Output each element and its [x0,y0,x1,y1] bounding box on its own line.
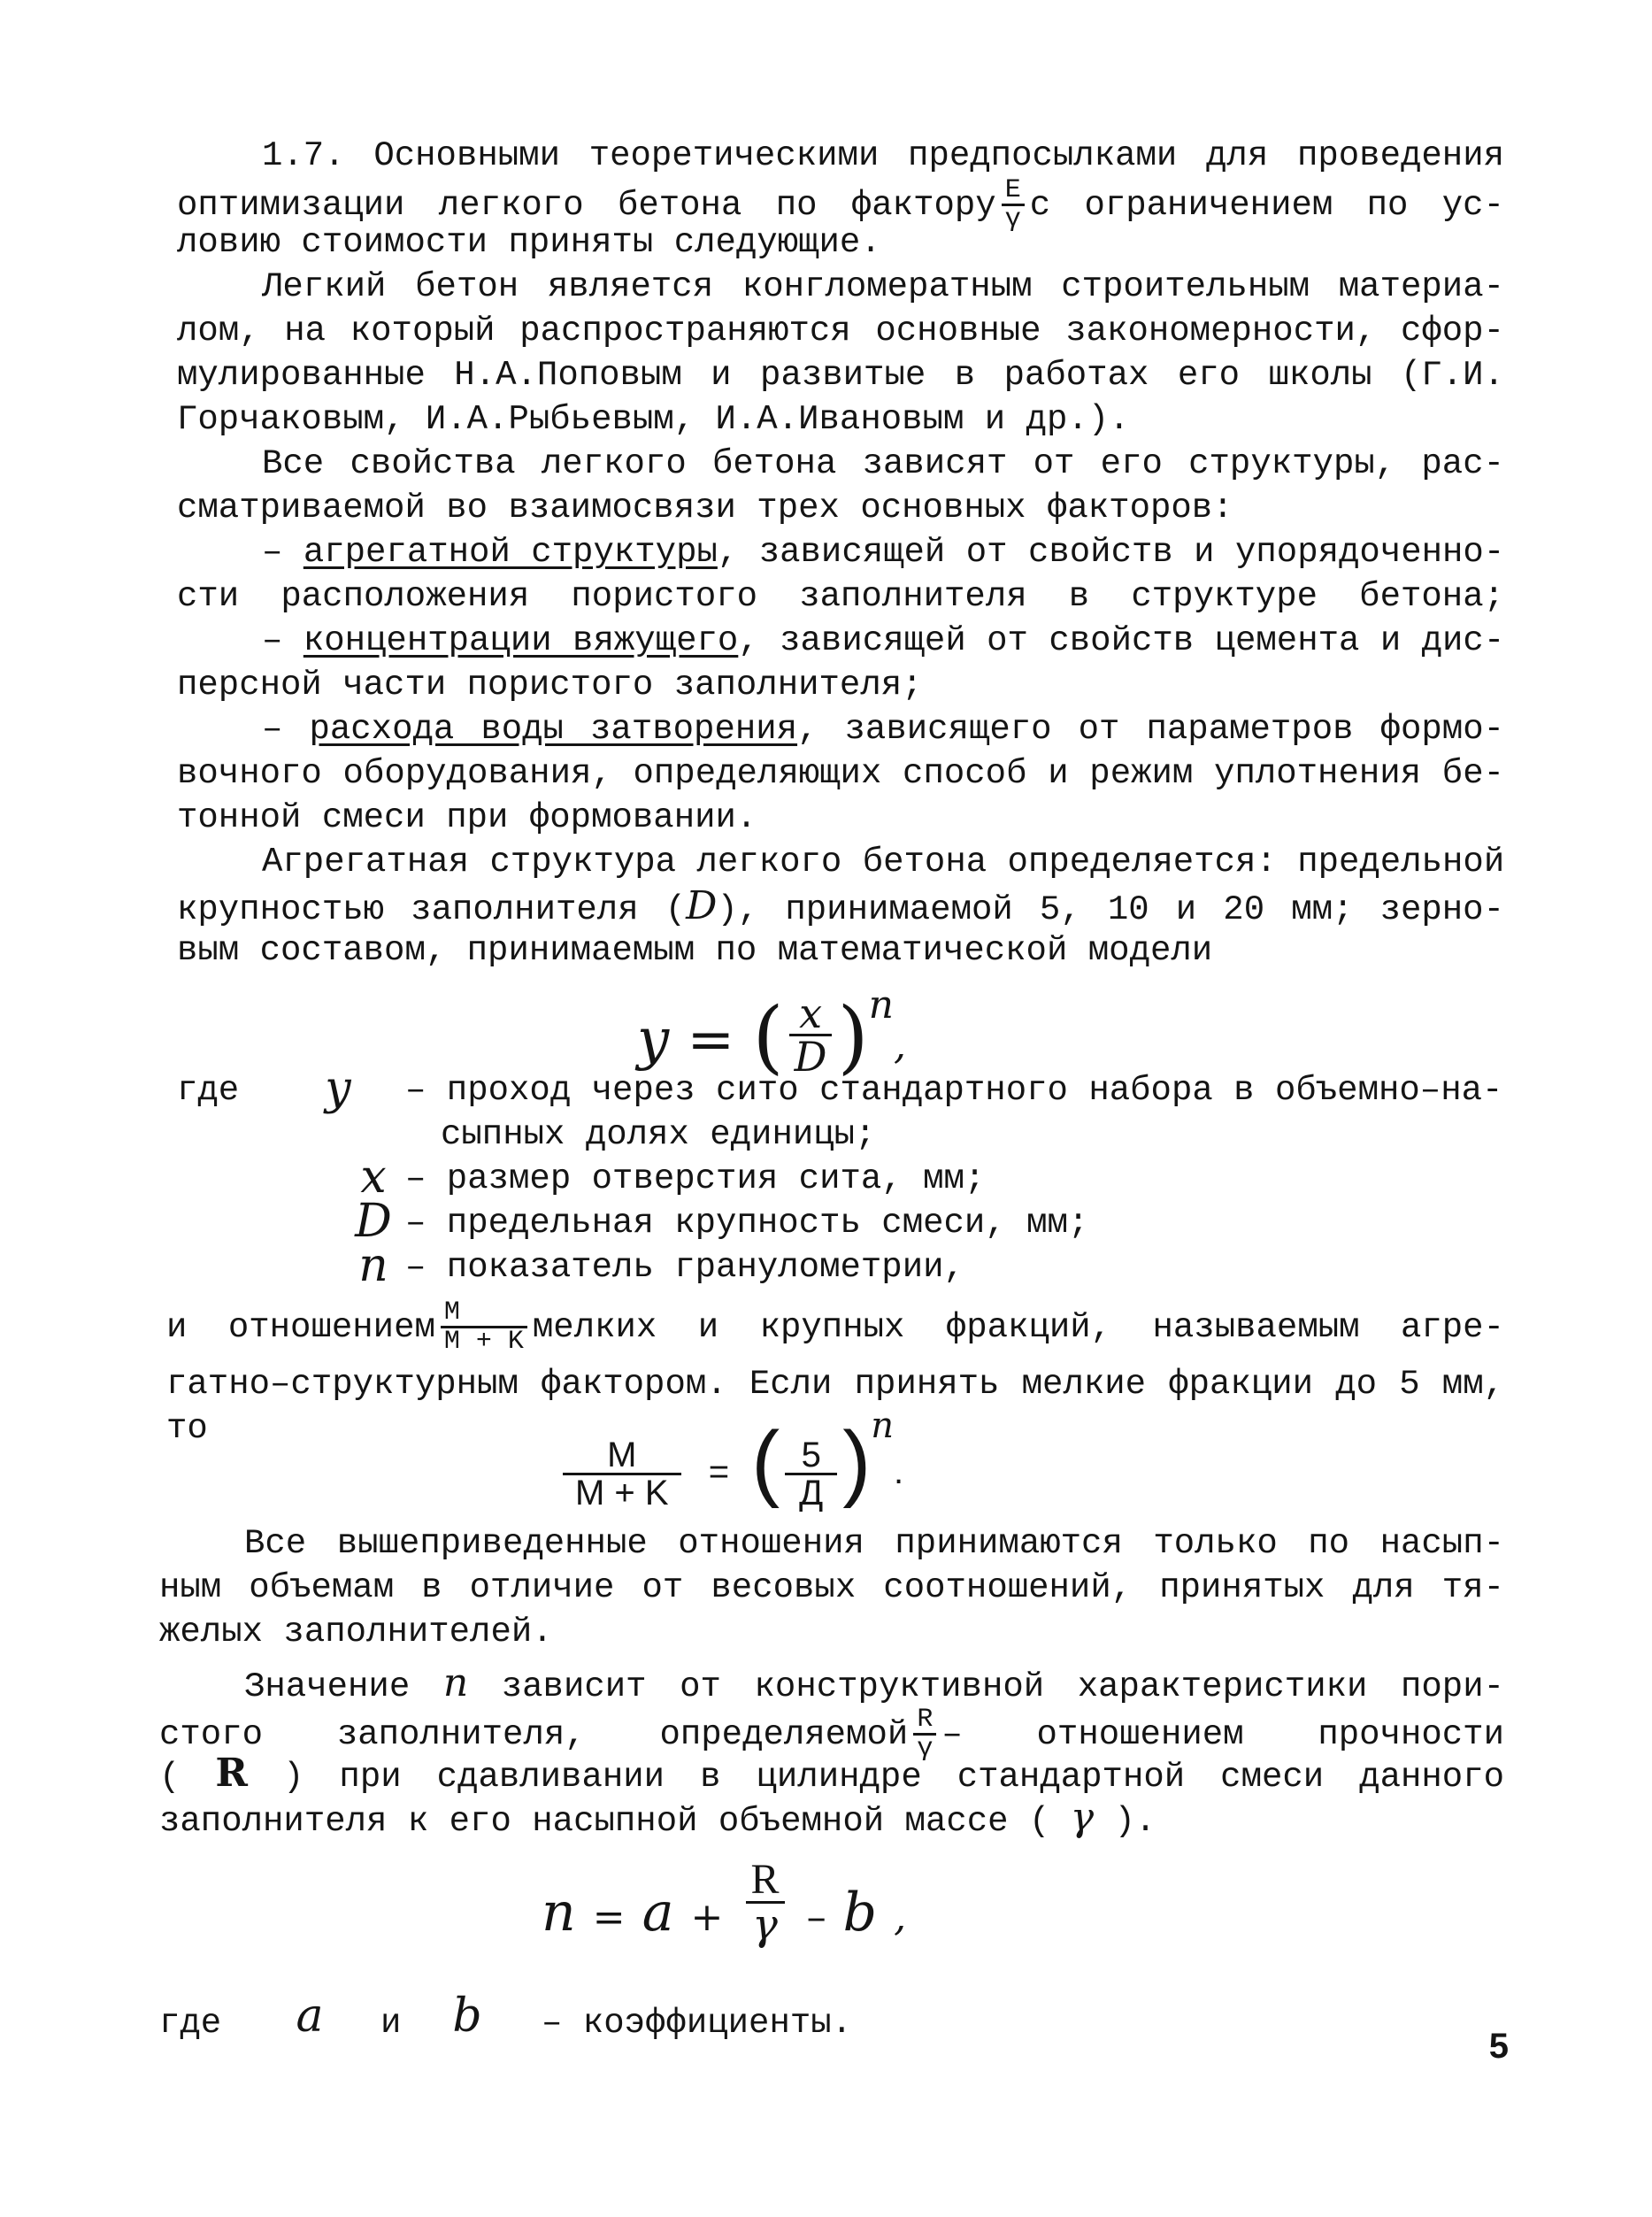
fraction-denominator: Д [799,1473,824,1513]
para3-line-2: сматриваемой во взаимосвязи трех основных факторов: [177,489,1233,527]
formula-gradation-model [637,982,906,1083]
formula3-fraction [746,1856,785,1950]
para5-line-2: ным объемам в отличие от весовых соотношений, принятых для тя- [159,1568,1504,1607]
formula-equals: = [687,1007,735,1073]
formula-lhs: n [542,1882,576,1944]
d-symbol: D [686,885,718,928]
para6-line-1: Значение n зависит от конструктивной характеристики пори- [244,1662,1504,1706]
final-and: и [380,2004,402,2043]
paren-open: ( [751,1414,780,1509]
formula-fraction-ratio [557,1405,903,1511]
formula-minus: – [806,1895,826,1940]
para2-line-4: Горчаковым, И.А.Рыбьевым, И.А.Ивановым и др.). [177,400,1130,439]
glossary-y-symbol: y [325,1062,351,1115]
fraction-denominator: γ [1004,204,1021,233]
glossary-y-def-line-2: сыпных долях единицы; [441,1115,876,1154]
fraction-numerator: x [789,993,833,1036]
para5-line-1: Все вышеприведенные отношения принимаются только по насып- [244,1524,1504,1563]
fraction-denominator: γ [752,1900,778,1950]
formula-comma: , [893,1023,906,1068]
section-1-7-line-3: ловию стоимости приняты следующие. [177,223,881,262]
glossary-d-def: – предельная крупность смеси, мм; [405,1204,1089,1243]
factor-3-line-3: тонной смеси при формовании. [177,798,757,837]
glossary-y-def-line-1: – проход через сито стандартного набора в объемно–на- [405,1071,1503,1110]
para4-line-2: крупностью заполнителя (D), принимаемой 5, 10 и 20 мм; зерно- [177,885,1504,929]
formula2-left-fraction [563,1437,681,1511]
formula-gradation-index [542,1856,907,1950]
para2-line-3: мулированные Н.А.Поповым и развитые в работах его школы (Г.И. [177,356,1504,395]
para6-line-3: ( R ) при сдавливании в цилиндре стандартной смеси данного [159,1752,1504,1797]
r-symbol: R [215,1752,248,1796]
fraction-denominator: M + K [575,1473,669,1513]
para6-line-4: заполнителя к его насыпной объемной массе ( γ ). [159,1797,1156,1841]
factor-3-line-1: – расхода воды затворения, зависящего от параметров формо- [262,710,1504,749]
section-1-7-line-1: 1.7. Основными теоретическими предпосылками для проведения [262,136,1504,175]
n-symbol: n [442,1662,469,1705]
formula-comma: , [894,1895,907,1940]
factor-1-line-2: сти расположения пористого заполнителя в структуре бетона; [177,577,1504,616]
glossary-where: где [177,1071,240,1110]
para3-line-1: Все свойства легкого бетона зависят от его структуры, рас- [262,444,1504,483]
fraction-denominator: D [794,1033,827,1081]
fraction-numerator: M [441,1299,527,1328]
glossary-n-def: – показатель гранулометрии, [405,1248,964,1287]
glossary-x-def: – размер отверстия сита, мм; [405,1159,986,1198]
glossary-d-symbol: D [355,1195,392,1248]
fraction-denominator: M + K [443,1327,524,1357]
fraction-numerator: E [1002,177,1025,206]
coef-b-symbol: b [452,1990,482,2043]
formula-exponent: n [868,982,894,1028]
paren-open: ( [752,990,784,1083]
para2-line-2: лом, на который распространяются основные закономерности, сфор- [177,312,1504,350]
para2-line-1: Легкий бетон является конгломератным строительным материа- [262,267,1504,306]
final-where: где [159,2004,222,2043]
factor-1-term: агрегатной структуры [303,533,718,572]
formula-a: a [642,1882,674,1944]
para4-line-3: вым составом, принимаемым по математической модели [177,931,1213,970]
formula-period: . [894,1452,904,1491]
ratio-line-3: то [166,1409,208,1448]
paren-close: ) [837,990,869,1083]
fraction-numerator: 5 [785,1437,837,1475]
page-number: 5 [1488,2027,1509,2066]
factor-2-line-2: персной части пористого заполнителя; [177,666,923,704]
formula2-right-fraction [785,1437,837,1511]
fraction-numerator: R [913,1706,936,1736]
final-definition: – коэффициенты. [542,2004,853,2043]
glossary-n-symbol: n [358,1239,388,1292]
formula-equals: = [708,1452,730,1491]
paren-close: ) [842,1414,872,1509]
factor-3-term: расхода воды затворения [309,710,798,749]
fraction-denominator: γ [917,1734,934,1762]
ratio-m-over-m-plus-k [441,1299,527,1355]
fraction-numerator: M [563,1437,681,1475]
ratio-line-1: и отношением $\frac{M}{M + K}$ мелких и крупных фракций, называемым агре- [166,1299,1504,1357]
formula-plus: + [690,1895,724,1940]
factor-2-line-1: – концентрации вяжущего, зависящей от свойств цемента и дис- [262,621,1504,660]
ratio-line-2: гатно–структурным фактором. Если принять мелкие фракции до 5 мм, [166,1365,1504,1404]
para5-line-3: желых заполнителей. [159,1613,553,1651]
factor-3-line-2: вочного оборудования, определяющих способ и режим уплотнения бе- [177,754,1504,793]
coef-a-symbol: a [296,1990,324,2043]
glossary-x-symbol: x [360,1151,387,1204]
para4-line-1: Агрегатная структура легкого бетона определяется: предельной [262,843,1504,881]
formula-b: b [842,1882,878,1944]
para6-line-2: стого заполнителя, определяемой $\frac{R}{\gamma}$ – отношением прочности [159,1706,1504,1762]
formula-exponent: n [871,1405,894,1446]
formula-lhs: y [637,1007,670,1073]
section-1-7-line-2: оптимизации легкого бетона по фактору $\frac{E}{\gamma}$ с ограничением по ус- [177,177,1504,233]
fraction-numerator: R [746,1859,785,1904]
factor-1-line-1: – агрегатной структуры, зависящей от свойств и упорядоченно- [262,533,1504,572]
formula-fraction [789,989,833,1081]
formula-equals: = [592,1895,626,1940]
factor-2-term: концентрации вяжущего [303,621,739,660]
gamma-symbol: γ [1070,1797,1095,1840]
